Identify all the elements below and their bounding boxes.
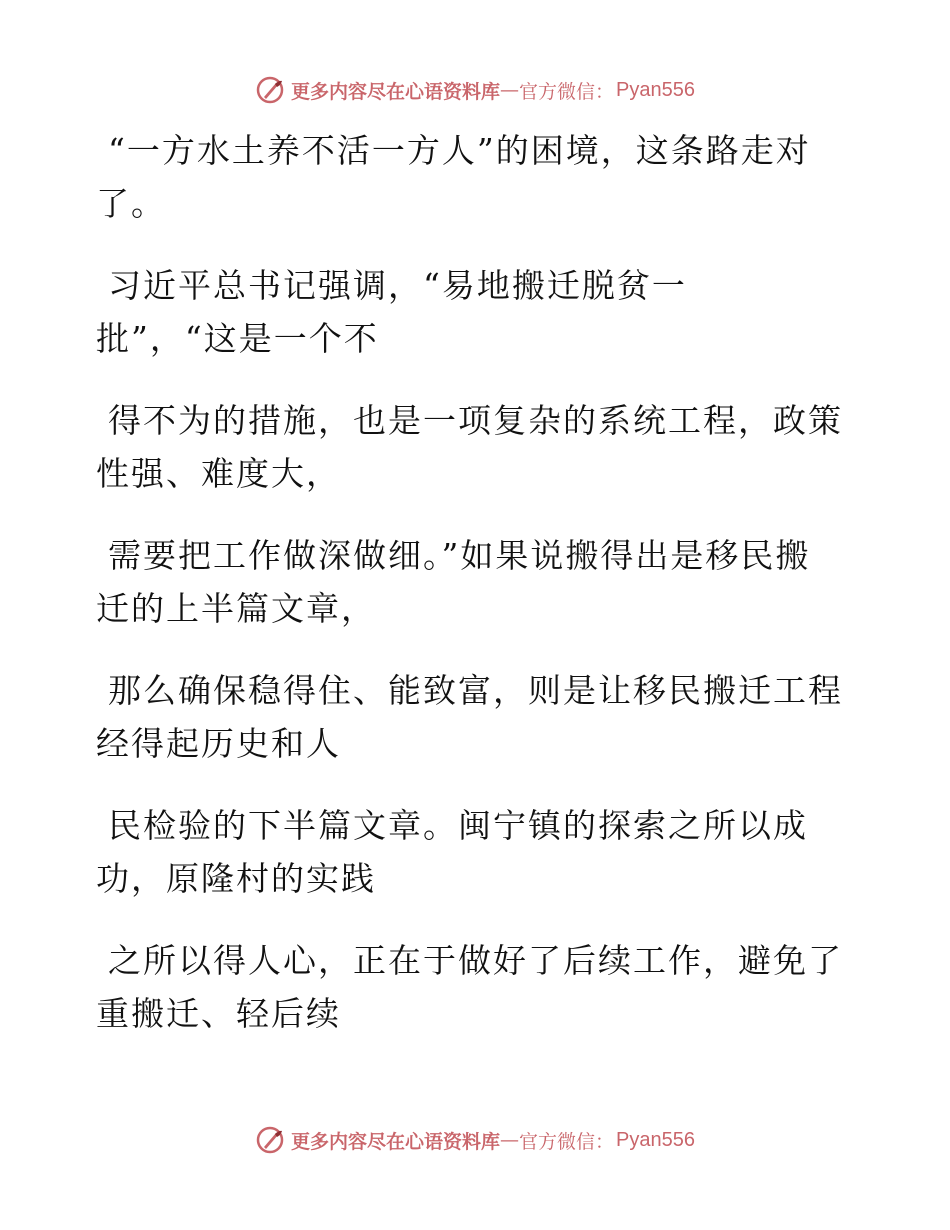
text-line: “一方水土养不活一方人”的困境，这条路走对 [108,131,811,170]
text-line: 之所以得人心，正在于做好了后续工作，避免了 [108,941,843,980]
text-line: 得不为的措施，也是一项复杂的系统工程，政策 [108,401,843,440]
footer-site-name: 更多内容尽在心语资料库 [291,1130,501,1153]
header-separator: — [500,79,520,101]
text-line: 习近平总书记强调，“易地搬迁脱贫一 [108,266,687,305]
text-line: 需要把工作做深做细。”如果说搬得出是移民搬 [108,536,811,575]
text-line: 经得起历史和人 [96,724,341,763]
paragraph-3 [96,394,843,500]
paragraph-2 [96,259,836,365]
paragraph-1 [96,124,836,230]
header-wechat-label: 官方微信： [519,80,615,103]
text-line: 了。 [96,184,166,223]
text-line: 性强、难度大， [96,454,341,493]
text-line: 批”，“这是一个不 [96,319,379,358]
text-line: 民检验的下半篇文章。闽宁镇的探索之所以成 [108,806,808,845]
document-body [96,124,843,1040]
text-line: 那么确保稳得住、能致富，则是让移民搬迁工程 [108,671,843,710]
paragraph-6 [96,799,836,905]
quill-pen-logo-icon [255,75,285,105]
text-line: 迁的上半篇文章， [96,589,376,628]
footer-wechat-label: 官方微信： [519,1130,615,1153]
footer-separator: — [500,1129,520,1151]
paragraph-7 [96,934,843,1040]
paragraph-4 [96,529,836,635]
header-wechat-id: Pyan556 [616,78,695,101]
header-site-name: 更多内容尽在心语资料库 [291,80,501,103]
footer-banner [0,1120,950,1160]
text-line: 功，原隆村的实践 [96,859,376,898]
header-banner [0,70,950,110]
text-line: 重搬迁、轻后续 [96,994,341,1033]
paragraph-5 [96,664,843,770]
quill-pen-logo-icon [255,1125,285,1155]
footer-wechat-id: Pyan556 [616,1128,695,1151]
